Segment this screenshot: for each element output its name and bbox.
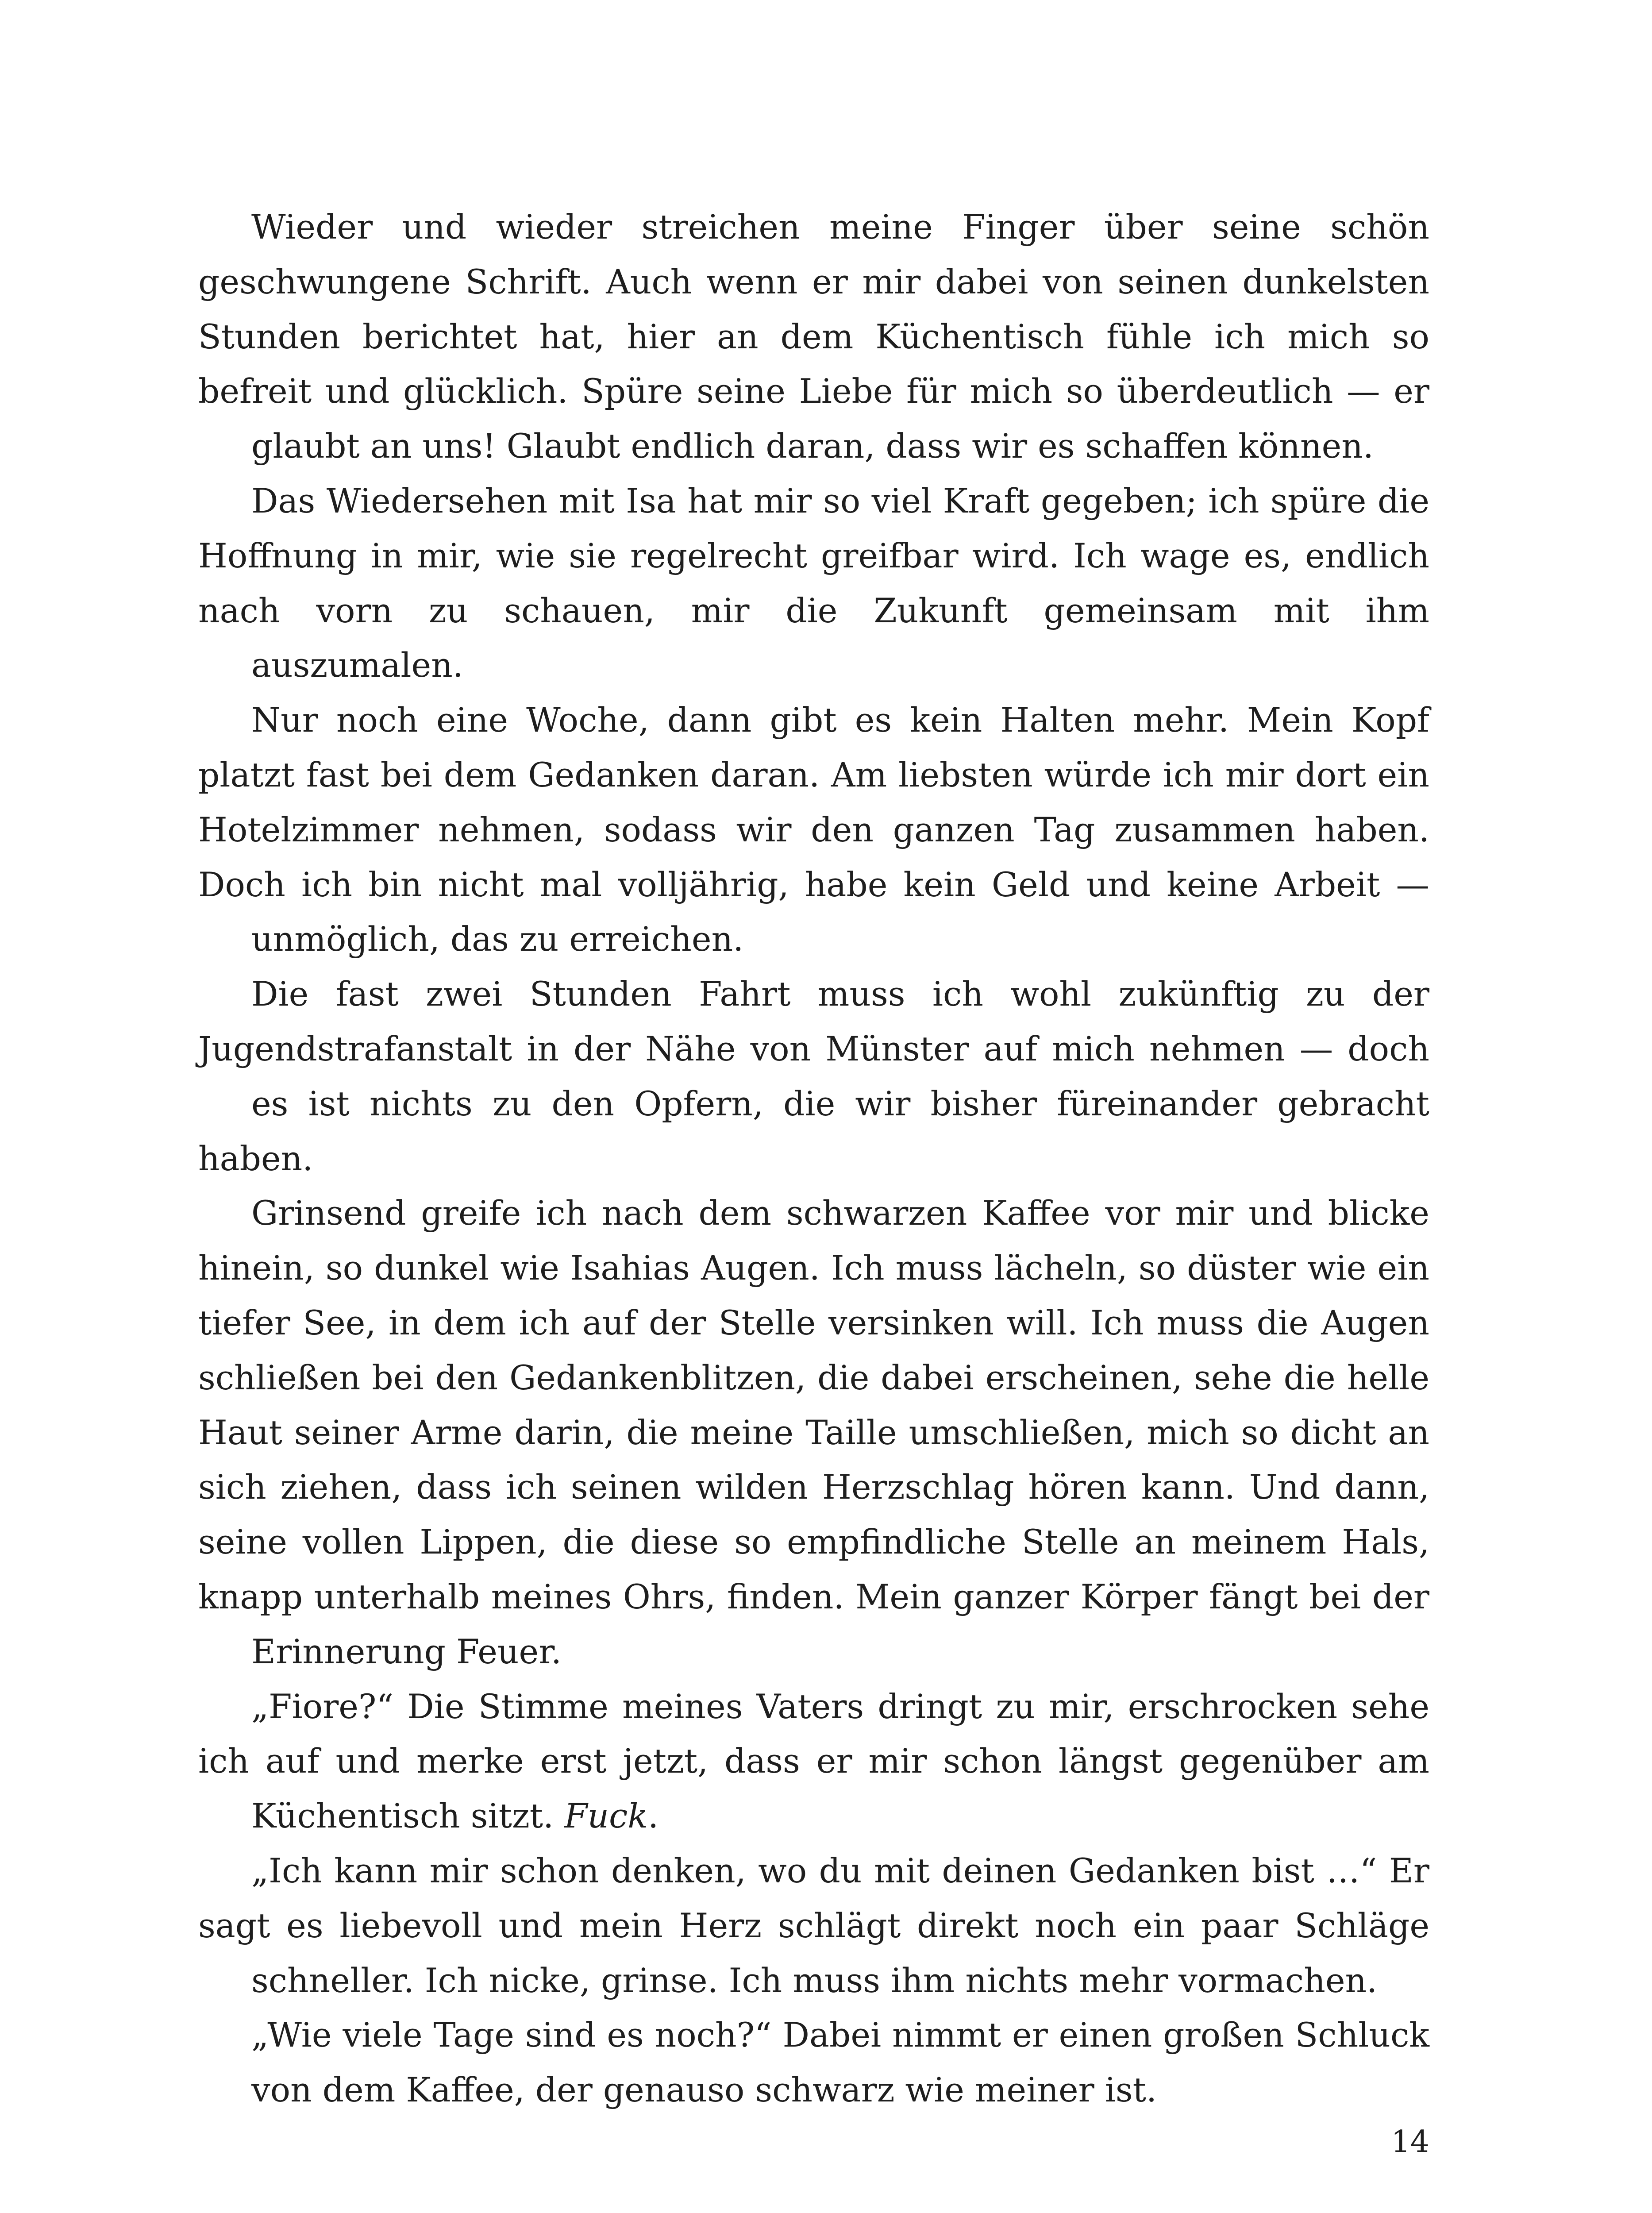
paragraph <box>198 200 1429 474</box>
text-run: Küchentisch sitzt. <box>251 1797 565 1836</box>
text-line: schließen bei den Gedankenblitzen, die dabei erscheinen, sehe die helle <box>198 1358 1429 1397</box>
text-line: Doch ich bin nicht mal volljährig, habe kein Geld und keine Arbeit — <box>198 865 1429 904</box>
text-line: Haut seiner Arme darin, die meine Taille umschließen, mich so dicht an <box>198 1413 1429 1452</box>
text-line: Jugendstrafanstalt in der Nähe von Münster auf mich nehmen — doch <box>198 1029 1429 1068</box>
text-line: auszumalen. <box>251 646 463 685</box>
text-line: knapp unterhalb meines Ohrs, finden. Mein ganzer Körper fängt bei der <box>198 1577 1429 1616</box>
text-line: seine vollen Lippen, die diese so empfindliche Stelle an meinem Hals, <box>198 1523 1429 1562</box>
paragraph <box>198 1680 1429 1844</box>
text-line: geschwungene Schrift. Auch wenn er mir dabei von seinen dunkelsten <box>198 262 1429 301</box>
text-line: ich auf und merke erst jetzt, dass er mir schon längst gegenüber am <box>198 1742 1429 1781</box>
text-line: sich ziehen, dass ich seinen wilden Herzschlag hören kann. Und dann, <box>198 1468 1429 1507</box>
text-line: Erinnerung Feuer. <box>251 1632 562 1671</box>
text-line: Nur noch eine Woche, dann gibt es kein Halten mehr. Mein Kopf <box>251 701 1429 740</box>
page-number: 14 <box>1391 2124 1429 2159</box>
text-run: . <box>648 1797 659 1836</box>
text-line: hinein, so dunkel wie Isahias Augen. Ich muss lächeln, so düster wie ein <box>198 1249 1429 1288</box>
text-line: Grinsend greife ich nach dem schwarzen Kaffee vor mir und blicke <box>251 1194 1429 1233</box>
text-line: Die fast zwei Stunden Fahrt muss ich wohl zukünftig zu der <box>251 975 1429 1014</box>
text-line: unmöglich, das zu erreichen. <box>251 920 744 959</box>
text-line: „Ich kann mir schon denken, wo du mit deinen Gedanken bist …“ Er <box>251 1851 1429 1890</box>
paragraph <box>198 474 1429 693</box>
text-line: nach vorn zu schauen, mir die Zukunft gemeinsam mit ihm <box>198 591 1429 630</box>
text-line: sagt es liebevoll und mein Herz schlägt direkt noch ein paar Schläge <box>198 1906 1429 1945</box>
text-line: Stunden berichtet hat, hier an dem Küchentisch fühle ich mich so <box>198 317 1429 356</box>
text-line: „Fiore?“ Die Stimme meines Vaters dringt zu mir, erschrocken sehe <box>251 1687 1429 1726</box>
text-line: tiefer See, in dem ich auf der Stelle versinken will. Ich muss die Augen <box>198 1303 1429 1342</box>
text-line: es ist nichts zu den Opfern, die wir bisher füreinander gebracht haben. <box>198 1084 1429 1178</box>
paragraph <box>198 2008 1429 2118</box>
paragraph <box>198 1186 1429 1679</box>
body-text <box>198 200 1429 2118</box>
text-line: befreit und glücklich. Spüre seine Liebe für mich so überdeutlich — er <box>198 372 1429 411</box>
text-line <box>198 1789 1429 1844</box>
paragraph <box>198 967 1429 1186</box>
paragraph <box>198 693 1429 967</box>
text-line: „Wie viele Tage sind es noch?“ Dabei nimmt er einen großen Schluck <box>251 2016 1429 2055</box>
text-line: glaubt an uns! Glaubt endlich daran, dass wir es schaffen können. <box>251 427 1374 466</box>
text-line: Wieder und wieder streichen meine Finger über seine schön <box>251 208 1429 247</box>
italic-text: Fuck <box>564 1797 648 1836</box>
paragraph <box>198 1844 1429 2008</box>
text-line: Das Wiedersehen mit Isa hat mir so viel Kraft gegeben; ich spüre die <box>251 481 1429 520</box>
text-line: von dem Kaffee, der genauso schwarz wie meiner ist. <box>251 2070 1157 2110</box>
text-line: Hoffnung in mir, wie sie regelrecht greifbar wird. Ich wage es, endlich <box>198 536 1429 575</box>
text-line: platzt fast bei dem Gedanken daran. Am liebsten würde ich mir dort ein <box>198 755 1429 794</box>
text-line: Hotelzimmer nehmen, sodass wir den ganzen Tag zusammen haben. <box>198 810 1429 849</box>
text-line: schneller. Ich nicke, grinse. Ich muss ihm nichts mehr vormachen. <box>251 1961 1378 2000</box>
